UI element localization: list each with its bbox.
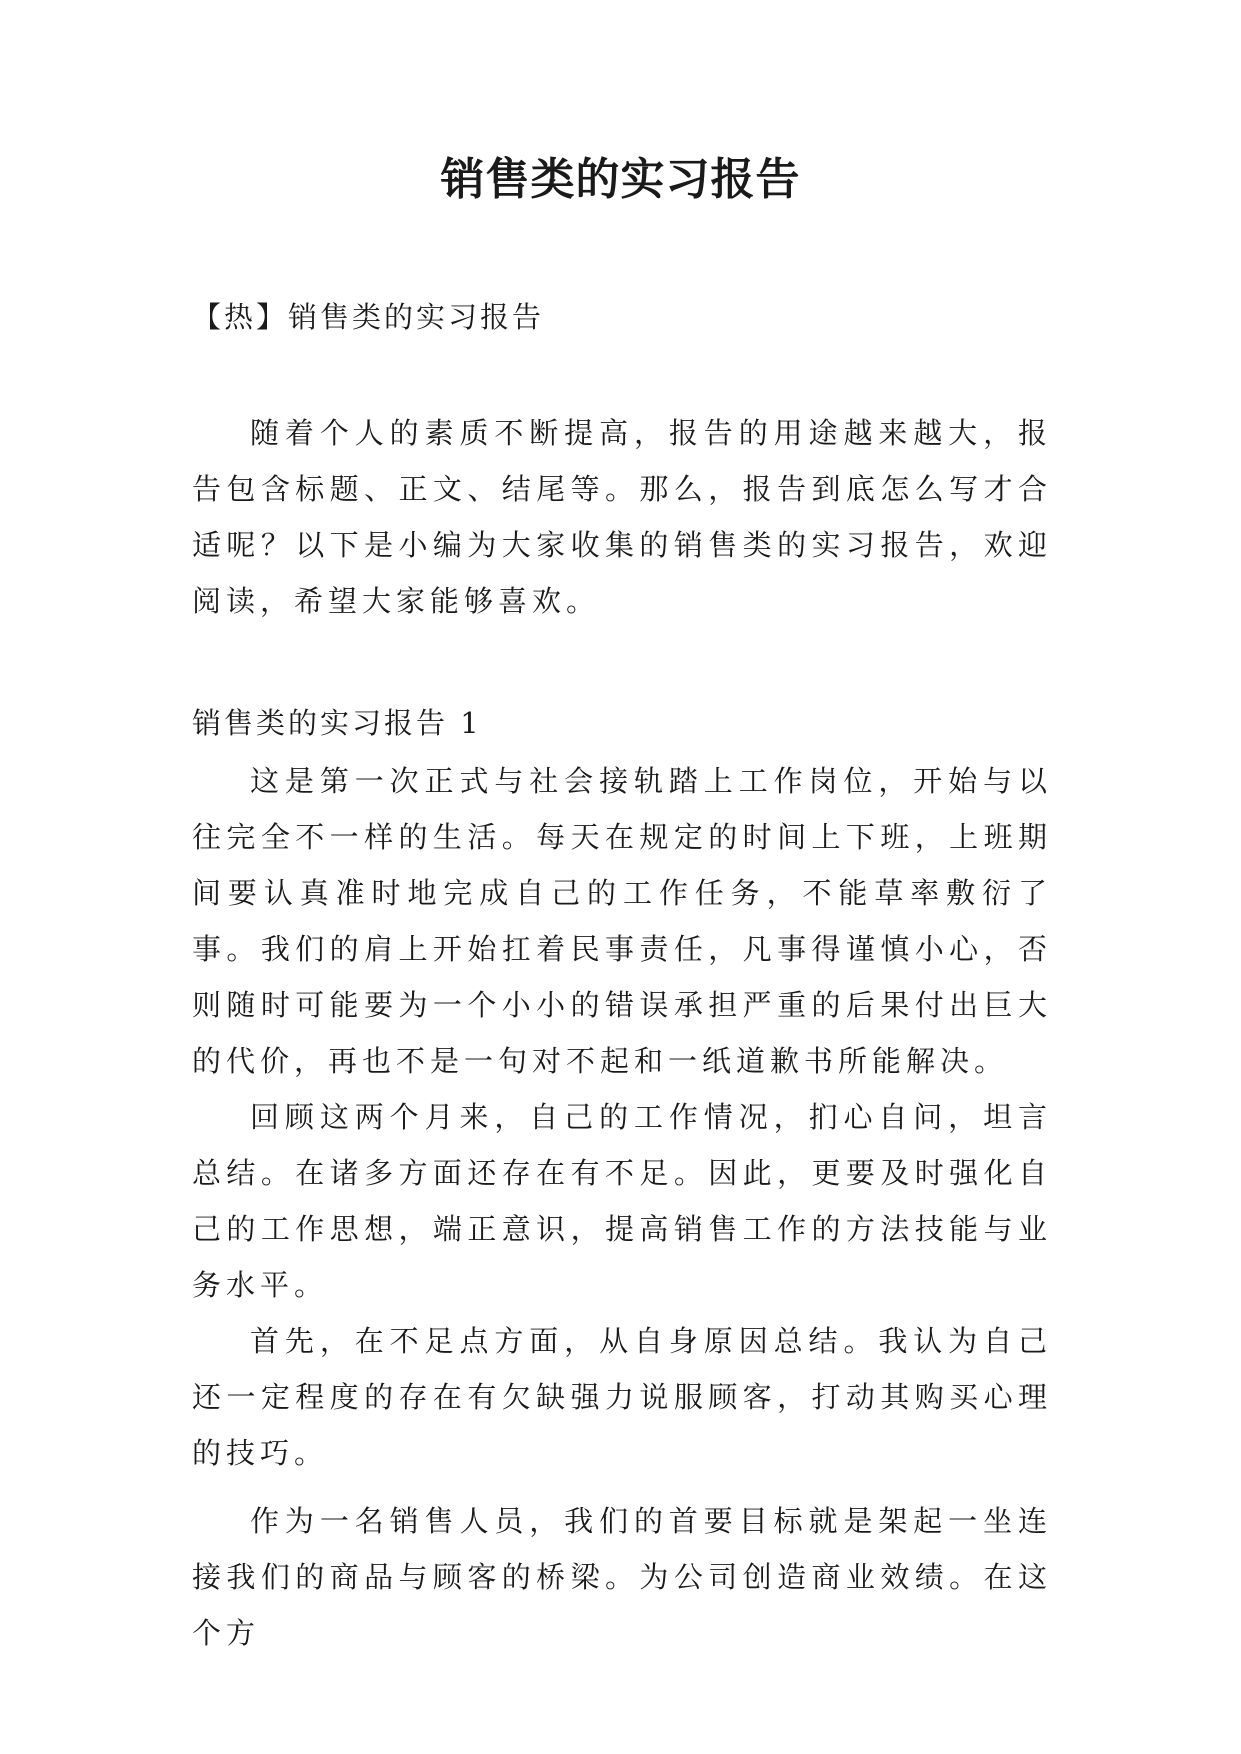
body-paragraph-2: 回顾这两个月来，自己的工作情况，扪心自问，坦言总结。在诸多方面还存在有不足。因此，更要及时强化自己的工作思想，端正意识，提高销售工作的方法技能与业务水平。 (192, 1100, 1052, 1302)
body-paragraph-1: 这是第一次正式与社会接轨踏上工作岗位，开始与以往完全不一样的生活。每天在规定的时间上下班，上班期间要认真准时地完成自己的工作任务，不能草率敷衍了事。我们的肩上开始扛着民事责任，凡事得谨慎小心，否则随时可能要为一个小小的错误承担严重的后果付出巨大的代价，再也不是一句对不起和一纸道歉书所能解决。 (192, 764, 1052, 1078)
section-1 (192, 697, 1052, 1661)
intro-paragraph: 随着个人的素质不断提高，报告的用途越来越大，报告包含标题、正文、结尾等。那么，报告到底怎么写才合适呢？以下是小编为大家收集的销售类的实习报告，欢迎阅读，希望大家能够喜欢。 (192, 416, 1052, 618)
section-heading: 销售类的实习报告 1 (192, 706, 482, 740)
document-title: 销售类的实习报告 (440, 154, 801, 205)
intro-block (192, 405, 1052, 629)
body-paragraph-4: 作为一名销售人员，我们的首要目标就是架起一坐连接我们的商品与顾客的桥梁。为公司创造商业效绩。在这个方 (192, 1504, 1052, 1650)
document-subtitle: 【热】销售类的实习报告 (192, 300, 545, 334)
body-paragraph-3: 首先，在不足点方面，从自身原因总结。我认为自己还一定程度的存在有欠缺强力说服顾客，打动其购买心理的技巧。 (192, 1324, 1052, 1470)
